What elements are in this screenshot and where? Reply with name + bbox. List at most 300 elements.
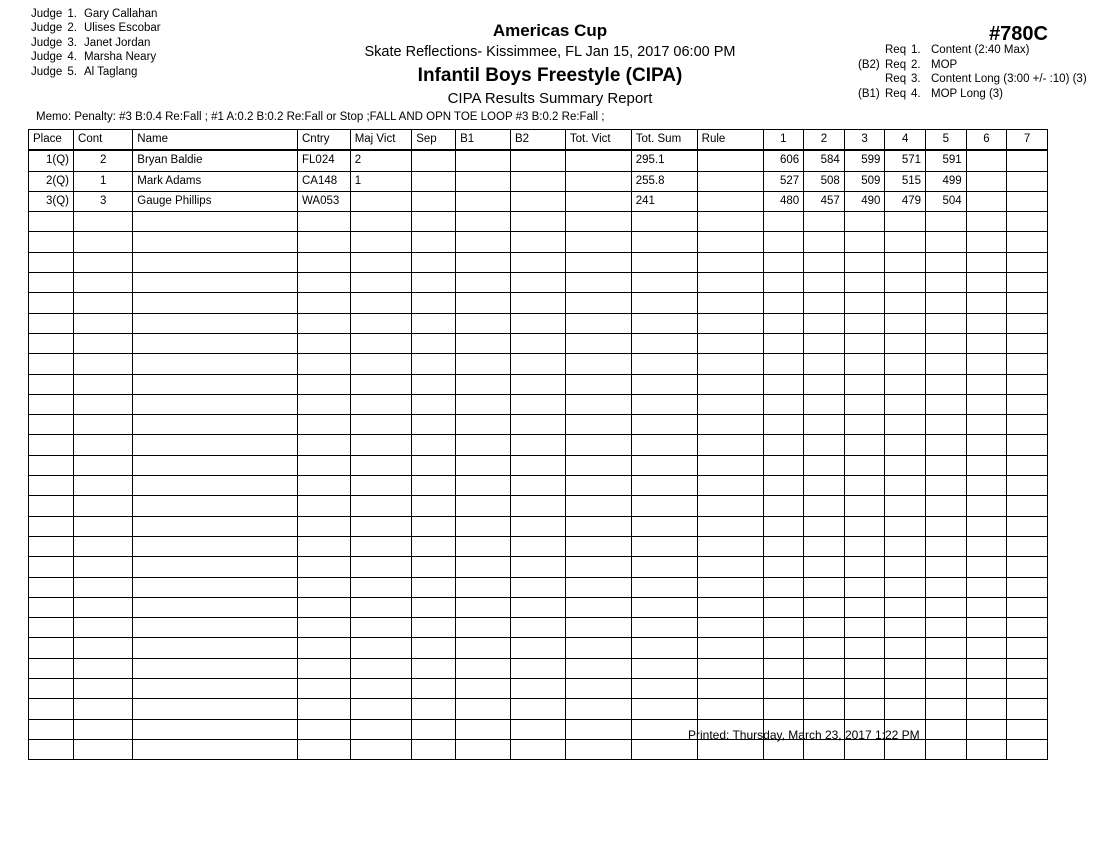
cell-empty (412, 577, 456, 597)
cell-empty (926, 232, 967, 252)
cell-empty (763, 597, 804, 617)
cell-empty (763, 394, 804, 414)
cell-empty (844, 618, 885, 638)
cell-empty (511, 476, 566, 496)
cell-empty (298, 496, 351, 516)
cell-empty (804, 293, 845, 313)
cell-empty (966, 719, 1007, 739)
cell-empty (844, 212, 885, 232)
cell-b2 (511, 171, 566, 191)
cell-empty (350, 496, 411, 516)
cell-empty (926, 293, 967, 313)
cell-empty (763, 313, 804, 333)
cell-empty (456, 394, 511, 414)
judge-number: 3. (67, 36, 77, 49)
cell-empty (133, 557, 298, 577)
cell-empty (298, 252, 351, 272)
cell-empty (763, 273, 804, 293)
requirement-row (858, 58, 1087, 73)
cell-empty (29, 739, 74, 759)
cell-empty (29, 252, 74, 272)
column-header-sep: Sep (412, 130, 456, 151)
cell-empty (885, 212, 926, 232)
cell-empty (511, 232, 566, 252)
requirement-number: 1. (911, 44, 921, 56)
cell-rule (697, 191, 763, 211)
cell-empty (1007, 557, 1048, 577)
cell-empty (844, 374, 885, 394)
cell-empty (885, 679, 926, 699)
cell-empty (804, 699, 845, 719)
cell-empty (456, 455, 511, 475)
cell-empty (763, 476, 804, 496)
cell-maj-vict: 2 (350, 150, 411, 171)
cell-empty (1007, 435, 1048, 455)
cell-empty (804, 618, 845, 638)
judge-label: Judge (31, 51, 63, 64)
cell-empty (412, 476, 456, 496)
cell-empty (133, 618, 298, 638)
cell-empty (1007, 679, 1048, 699)
cell-empty (456, 293, 511, 313)
cell-empty (133, 435, 298, 455)
cell-empty (926, 212, 967, 232)
cell-empty (966, 273, 1007, 293)
cell-empty (631, 293, 697, 313)
table-row-empty (29, 476, 1048, 496)
cell-empty (565, 415, 631, 435)
cell-empty (804, 374, 845, 394)
cell-empty (350, 658, 411, 678)
cell-empty (412, 699, 456, 719)
cell-empty (74, 394, 133, 414)
cell-empty (298, 394, 351, 414)
printed-timestamp: Printed: Thursday, March 23, 2017 1:22 PM (688, 728, 920, 742)
cell-empty (29, 476, 74, 496)
cell-empty (29, 374, 74, 394)
cell-empty (29, 273, 74, 293)
table-row-empty (29, 394, 1048, 414)
cell-empty (697, 313, 763, 333)
cell-empty (29, 333, 74, 353)
requirement-label: Req (885, 58, 907, 71)
results-table-body (29, 150, 1048, 759)
cell-empty (844, 557, 885, 577)
cell-empty (133, 232, 298, 252)
cell-empty (298, 354, 351, 374)
cell-empty (763, 212, 804, 232)
cell-cntry: FL024 (298, 150, 351, 171)
cell-empty (844, 476, 885, 496)
cell-empty (804, 415, 845, 435)
cell-empty (1007, 293, 1048, 313)
cell-empty (697, 252, 763, 272)
cell-place: 2(Q) (29, 171, 74, 191)
cell-empty (966, 354, 1007, 374)
cell-empty (74, 658, 133, 678)
requirement-text: Content (2:40 Max) (931, 44, 1030, 56)
cell-empty (511, 496, 566, 516)
cell-empty (1007, 273, 1048, 293)
cell-empty (298, 435, 351, 455)
cell-empty (804, 212, 845, 232)
cell-empty (697, 293, 763, 313)
cell-empty (565, 557, 631, 577)
cell-empty (412, 394, 456, 414)
cell-empty (456, 516, 511, 536)
cell-sep (412, 171, 456, 191)
cell-cntry: WA053 (298, 191, 351, 211)
cell-empty (29, 435, 74, 455)
cell-empty (74, 597, 133, 617)
cell-empty (565, 739, 631, 759)
cell-empty (456, 597, 511, 617)
cell-empty (29, 658, 74, 678)
table-row-empty (29, 638, 1048, 658)
cell-empty (74, 739, 133, 759)
cell-empty (74, 212, 133, 232)
cell-empty (926, 313, 967, 333)
cell-empty (631, 435, 697, 455)
cell-judge-5-score: 591 (926, 150, 967, 171)
cell-empty (926, 638, 967, 658)
cell-empty (885, 415, 926, 435)
cell-empty (763, 638, 804, 658)
cell-empty (29, 577, 74, 597)
cell-empty (631, 333, 697, 353)
cell-empty (631, 212, 697, 232)
cell-empty (511, 212, 566, 232)
cell-empty (1007, 313, 1048, 333)
column-header-tot-vict: Tot. Vict (565, 130, 631, 151)
cell-empty (697, 496, 763, 516)
table-row-empty (29, 679, 1048, 699)
cell-empty (804, 638, 845, 658)
cell-empty (926, 699, 967, 719)
table-row-empty (29, 293, 1048, 313)
cell-empty (966, 333, 1007, 353)
cell-empty (565, 577, 631, 597)
table-row-empty (29, 516, 1048, 536)
cell-empty (1007, 719, 1048, 739)
cell-empty (565, 658, 631, 678)
cell-empty (631, 354, 697, 374)
cell-empty (565, 232, 631, 252)
cell-empty (412, 273, 456, 293)
cell-empty (133, 658, 298, 678)
cell-empty (511, 597, 566, 617)
cell-empty (966, 557, 1007, 577)
cell-empty (804, 354, 845, 374)
judge-row (31, 36, 161, 50)
cell-empty (926, 476, 967, 496)
judge-name: Janet Jordan (83, 36, 151, 49)
cell-empty (565, 597, 631, 617)
cell-judge-5-score: 499 (926, 171, 967, 191)
cell-empty (697, 435, 763, 455)
cell-empty (74, 496, 133, 516)
cell-empty (350, 476, 411, 496)
report-subtitle: CIPA Results Summary Report (447, 90, 653, 107)
cell-tot-vict (565, 171, 631, 191)
cell-empty (74, 557, 133, 577)
cell-empty (763, 252, 804, 272)
cell-empty (966, 597, 1007, 617)
requirement-text: MOP Long (3) (931, 87, 1004, 100)
cell-empty (844, 273, 885, 293)
judge-row (31, 7, 161, 21)
cell-empty (697, 374, 763, 394)
cell-empty (29, 699, 74, 719)
cell-empty (133, 719, 298, 739)
table-row-empty (29, 455, 1048, 475)
table-row-empty (29, 212, 1048, 232)
requirement-label: Req (885, 87, 907, 100)
cell-empty (511, 658, 566, 678)
cell-empty (412, 638, 456, 658)
cell-empty (1007, 577, 1048, 597)
cell-empty (885, 273, 926, 293)
cell-empty (74, 232, 133, 252)
table-row-empty (29, 273, 1048, 293)
cell-empty (133, 597, 298, 617)
cell-empty (298, 739, 351, 759)
cell-empty (456, 252, 511, 272)
cell-empty (966, 739, 1007, 759)
cell-judge-5-score: 504 (926, 191, 967, 211)
cell-empty (844, 699, 885, 719)
cell-empty (133, 394, 298, 414)
cell-empty (565, 354, 631, 374)
event-number: #780C (989, 23, 1048, 45)
cell-empty (456, 699, 511, 719)
cell-judge-6-score (966, 171, 1007, 191)
cell-empty (926, 435, 967, 455)
cell-empty (926, 577, 967, 597)
cell-empty (966, 618, 1007, 638)
judge-name: Gary Callahan (83, 8, 158, 20)
cell-empty (763, 577, 804, 597)
cell-empty (350, 333, 411, 353)
judge-name: Al Taglang (83, 65, 138, 78)
cell-empty (350, 455, 411, 475)
cell-maj-vict: 1 (350, 171, 411, 191)
cell-name: Gauge Phillips (133, 191, 298, 211)
cell-empty (298, 293, 351, 313)
cell-empty (885, 455, 926, 475)
table-header-row (29, 130, 1048, 151)
cell-empty (1007, 618, 1048, 638)
cell-empty (74, 638, 133, 658)
judge-label: Judge (31, 36, 63, 49)
cell-empty (1007, 699, 1048, 719)
cell-empty (412, 374, 456, 394)
cell-empty (511, 435, 566, 455)
cell-empty (885, 618, 926, 638)
judge-number: 2. (67, 22, 77, 35)
cell-empty (133, 577, 298, 597)
cell-empty (412, 415, 456, 435)
cell-empty (29, 557, 74, 577)
results-table-header (29, 130, 1048, 151)
cell-judge-2-score: 584 (804, 150, 845, 171)
cell-judge-3-score: 490 (844, 191, 885, 211)
cell-empty (298, 476, 351, 496)
cell-empty (133, 679, 298, 699)
cell-empty (350, 435, 411, 455)
cell-empty (511, 273, 566, 293)
cell-empty (412, 293, 456, 313)
cell-empty (511, 516, 566, 536)
column-header-cntry: Cntry (298, 130, 351, 151)
cell-empty (1007, 374, 1048, 394)
column-header-maj-vict: Maj Vict (350, 130, 411, 151)
cell-cont: 2 (74, 150, 133, 171)
cell-empty (29, 679, 74, 699)
cell-empty (697, 597, 763, 617)
table-row-empty (29, 435, 1048, 455)
table-row-empty (29, 252, 1048, 272)
cell-empty (29, 394, 74, 414)
cell-empty (29, 719, 74, 739)
requirement-label: Req (885, 44, 907, 56)
cell-empty (885, 232, 926, 252)
cell-name: Mark Adams (133, 171, 298, 191)
cell-empty (29, 638, 74, 658)
cell-empty (133, 476, 298, 496)
cell-empty (1007, 597, 1048, 617)
cell-empty (29, 232, 74, 252)
cell-empty (350, 415, 411, 435)
cell-empty (926, 658, 967, 678)
cell-empty (926, 374, 967, 394)
cell-empty (697, 679, 763, 699)
requirement-label: Req (885, 73, 907, 86)
cell-empty (926, 273, 967, 293)
cell-tot-vict (565, 191, 631, 211)
cell-empty (511, 252, 566, 272)
cell-empty (885, 374, 926, 394)
cell-empty (350, 354, 411, 374)
judge-number: 5. (67, 65, 77, 78)
cell-empty (456, 536, 511, 556)
cell-judge-1-score: 606 (763, 150, 804, 171)
cell-empty (844, 516, 885, 536)
cell-empty (565, 679, 631, 699)
cell-empty (697, 536, 763, 556)
cell-empty (844, 293, 885, 313)
cell-empty (456, 496, 511, 516)
cell-empty (966, 313, 1007, 333)
cell-empty (412, 435, 456, 455)
cell-empty (350, 394, 411, 414)
cell-empty (29, 293, 74, 313)
judge-row (31, 50, 161, 64)
table-row-empty (29, 658, 1048, 678)
cell-rule (697, 150, 763, 171)
cell-empty (926, 618, 967, 638)
table-row-empty (29, 333, 1048, 353)
cell-empty (412, 618, 456, 638)
cell-empty (804, 435, 845, 455)
cell-empty (763, 496, 804, 516)
cell-empty (298, 597, 351, 617)
cell-empty (298, 455, 351, 475)
cell-empty (412, 658, 456, 678)
cell-empty (511, 618, 566, 638)
cell-empty (350, 313, 411, 333)
cell-empty (511, 699, 566, 719)
cell-empty (926, 719, 967, 739)
cell-empty (804, 476, 845, 496)
cell-empty (456, 333, 511, 353)
cell-empty (74, 516, 133, 536)
cell-empty (565, 273, 631, 293)
cell-empty (298, 232, 351, 252)
cell-empty (763, 435, 804, 455)
cell-empty (763, 658, 804, 678)
cell-empty (885, 496, 926, 516)
cell-empty (74, 313, 133, 333)
cell-empty (29, 516, 74, 536)
cell-empty (844, 638, 885, 658)
cell-empty (456, 232, 511, 252)
cell-empty (74, 679, 133, 699)
cell-empty (966, 638, 1007, 658)
cell-tot-vict (565, 150, 631, 171)
table-row-empty (29, 232, 1048, 252)
cell-empty (350, 252, 411, 272)
cell-empty (804, 455, 845, 475)
cell-judge-7-score (1007, 150, 1048, 171)
cell-empty (697, 415, 763, 435)
cell-empty (966, 394, 1007, 414)
cell-empty (631, 679, 697, 699)
cell-empty (631, 496, 697, 516)
cell-empty (844, 232, 885, 252)
requirement-bonus: (B2) (858, 58, 880, 71)
judge-name: Marsha Neary (83, 51, 157, 64)
judge-number: 4. (67, 51, 77, 64)
cell-empty (29, 597, 74, 617)
cell-empty (763, 679, 804, 699)
cell-empty (697, 699, 763, 719)
cell-empty (1007, 536, 1048, 556)
cell-empty (966, 679, 1007, 699)
cell-empty (926, 536, 967, 556)
column-header-b2: B2 (511, 130, 566, 151)
cell-empty (298, 536, 351, 556)
event-title: Infantil Boys Freestyle (CIPA) (417, 65, 683, 86)
cell-judge-2-score: 457 (804, 191, 845, 211)
cell-empty (844, 415, 885, 435)
column-header-b1: B1 (456, 130, 511, 151)
cell-empty (697, 333, 763, 353)
cell-empty (1007, 739, 1048, 759)
cell-empty (456, 577, 511, 597)
cell-empty (966, 232, 1007, 252)
cell-empty (74, 293, 133, 313)
cell-empty (511, 333, 566, 353)
cell-empty (74, 719, 133, 739)
cell-empty (298, 516, 351, 536)
cell-empty (74, 354, 133, 374)
requirement-row (858, 43, 1087, 58)
requirement-number: 4. (911, 87, 921, 100)
table-row-empty (29, 536, 1048, 556)
cell-sep (412, 191, 456, 211)
cell-empty (350, 719, 411, 739)
